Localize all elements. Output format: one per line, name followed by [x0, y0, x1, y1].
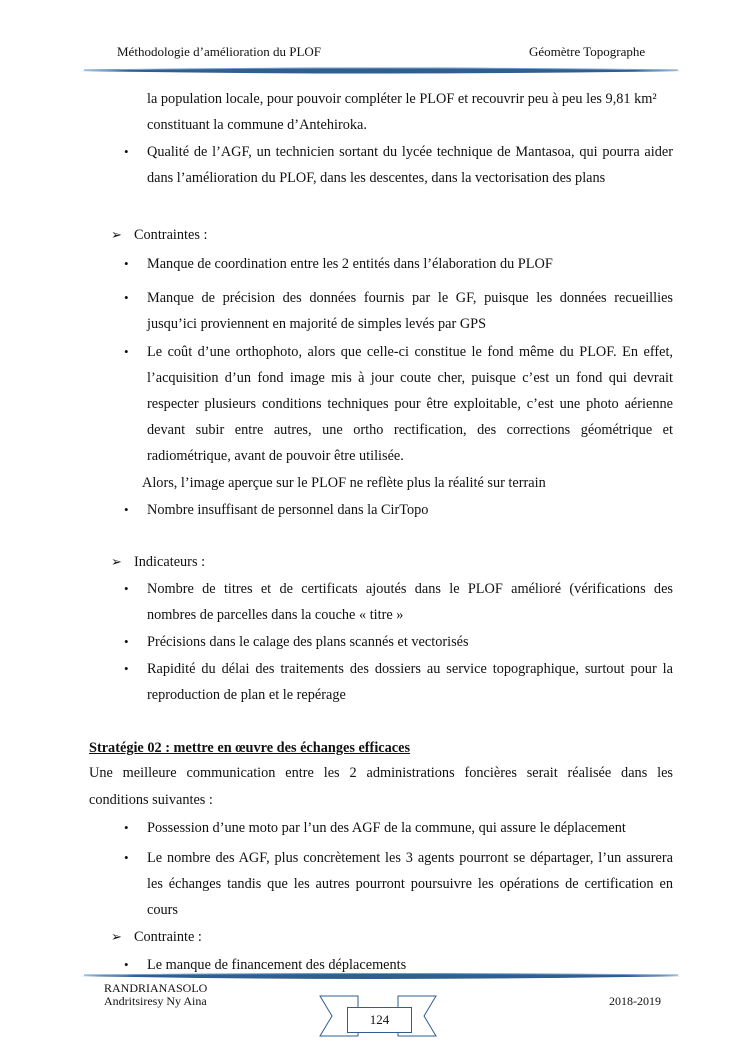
paragraph-line: conditions suivantes :	[89, 792, 213, 808]
list-item: Qualité de l’AGF, un technicien sortant du lycée technique de Mantasoa, qui pourra aider	[147, 144, 673, 160]
list-item: Manque de coordination entre les 2 entités dans l’élaboration du PLOF	[147, 256, 553, 272]
bullet-icon: •	[124, 256, 129, 271]
list-item: Manque de précision des données fournis par le GF, puisque les données recueillies	[147, 290, 673, 306]
bullet-icon: •	[124, 502, 129, 517]
bullet-icon: •	[124, 661, 129, 676]
bullet-icon: •	[124, 634, 129, 649]
strategy-heading: Stratégie 02 : mettre en œuvre des échanges efficaces	[89, 740, 411, 756]
list-item-cont: reproduction de plan et le repérage	[147, 687, 346, 703]
list-item: Le manque de financement des déplacements	[147, 957, 407, 973]
list-item-cont: cours	[147, 902, 178, 918]
bullet-icon: •	[124, 344, 129, 359]
section-label-indicateurs: Indicateurs :	[134, 554, 206, 570]
bullet-icon: •	[124, 144, 129, 159]
footer-author-name: RANDRIANASOLO	[104, 981, 208, 995]
list-item-cont: jusqu’ici proviennent en majorité de simples levés par GPS	[147, 316, 487, 332]
bullet-icon: •	[124, 290, 129, 305]
list-item-cont: les échanges tandis que les autres pourront poursuivre les opérations de certification en	[147, 876, 673, 892]
arrow-bullet-icon: ➢	[111, 227, 122, 242]
list-item: Rapidité du délai des traitements des dossiers au service topographique, surtout pour la	[147, 661, 673, 677]
paragraph-line: Une meilleure communication entre les 2 administrations foncières serait réalisée dans les	[89, 765, 673, 781]
header-rule	[0, 64, 745, 76]
header-subject: Géomètre Topographe	[529, 44, 646, 59]
list-item-cont: radiométrique, avant de pouvoir être utilisée.	[147, 448, 404, 464]
text-line: constituant la commune d’Antehiroka.	[147, 117, 367, 133]
arrow-bullet-icon: ➢	[111, 554, 122, 569]
list-item-cont: dans l’amélioration du PLOF, dans les descentes, dans la vectorisation des plans	[147, 170, 606, 186]
section-label-contrainte: Contrainte :	[134, 929, 202, 945]
bullet-icon: •	[124, 850, 129, 865]
list-item-cont: devant subir entre autres, une ortho rectification, des corrections géométrique et	[147, 422, 673, 438]
list-item: Possession d’une moto par l’un des AGF de la commune, qui assure le déplacement	[147, 820, 626, 836]
list-item-cont: nombres de parcelles dans la couche « titre »	[147, 607, 404, 623]
text-line: la population locale, pour pouvoir compléter le PLOF et recouvrir peu à peu les 9,81 km²	[147, 91, 657, 107]
bullet-icon: •	[124, 581, 129, 596]
header-title: Méthodologie d’amélioration du PLOF	[117, 44, 322, 59]
list-item-cont: l’acquisition d’un fond image mis à jour coute cher, puisque c’est un fond qui devrait	[147, 370, 673, 386]
list-item: Nombre de titres et de certificats ajoutés dans le PLOF amélioré (vérifications des	[147, 581, 673, 597]
section-label-contraintes: Contraintes :	[134, 227, 208, 243]
list-item: Le nombre des AGF, plus concrètement les 3 agents pourront se départager, l’un assurera	[147, 850, 673, 866]
bullet-icon: •	[124, 957, 129, 972]
footer-author-firstname: Andritsiresy Ny Aina	[104, 994, 207, 1008]
list-item-cont: respecter plusieurs conditions techniques pour être exploitable, c’est une photo aérienne	[147, 396, 673, 412]
page-number: 124	[347, 1007, 412, 1033]
text-line: Alors, l’image aperçue sur le PLOF ne reflète plus la réalité sur terrain	[142, 475, 546, 491]
arrow-bullet-icon: ➢	[111, 929, 122, 944]
list-item: Le coût d’une orthophoto, alors que celle-ci constitue le fond même du PLOF. En effet,	[147, 344, 673, 360]
list-item: Nombre insuffisant de personnel dans la CirTopo	[147, 502, 429, 518]
bullet-icon: •	[124, 820, 129, 835]
footer-year: 2018-2019	[609, 994, 661, 1008]
list-item: Précisions dans le calage des plans scannés et vectorisés	[147, 634, 469, 650]
